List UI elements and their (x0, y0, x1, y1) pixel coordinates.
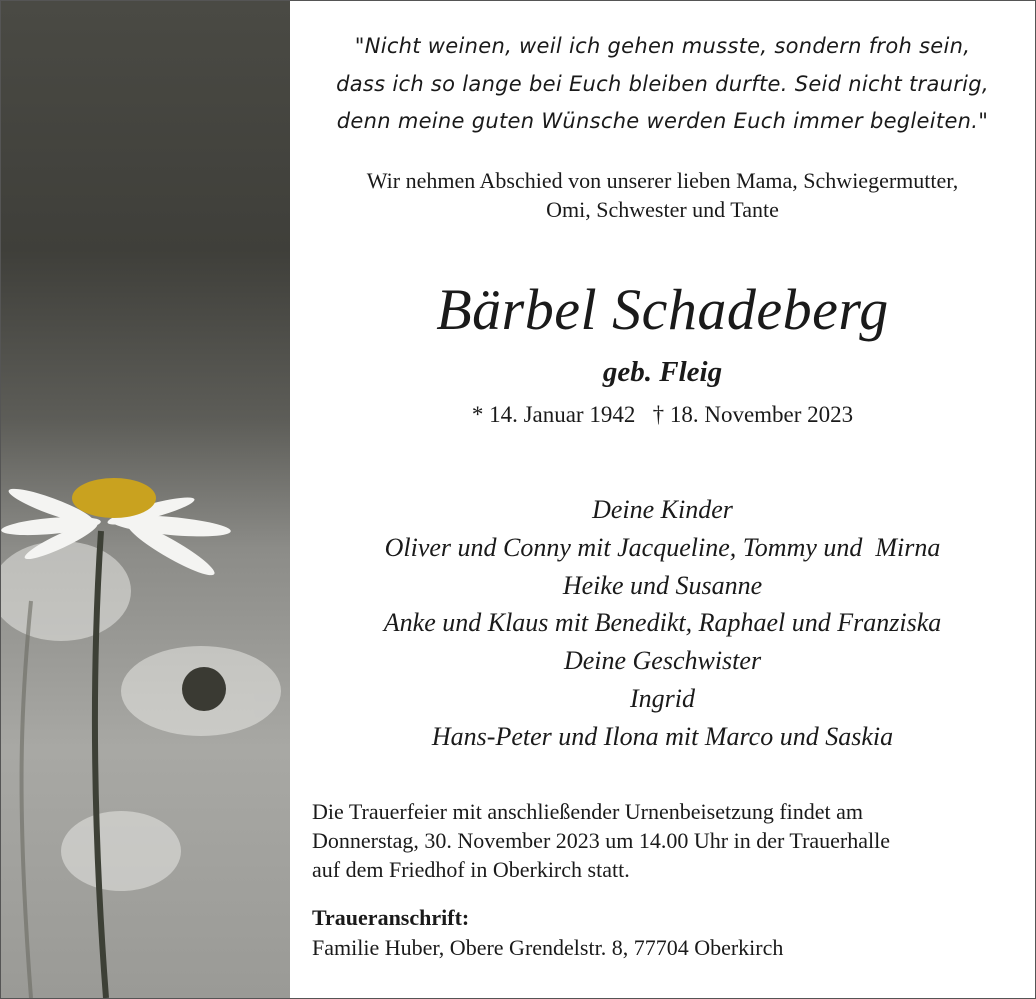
mourning-address (312, 903, 783, 963)
deceased-name: Bärbel Schadeberg (436, 277, 889, 342)
family-line: Deine Kinder (592, 495, 733, 524)
intro-text (290, 166, 1035, 224)
quote (290, 28, 1035, 141)
life-dates: * 14. Januar 1942 † 18. November 2023 (471, 402, 854, 427)
quote-line: dass ich so lange bei Euch bleiben durfte. Seid nicht traurig, (336, 71, 989, 96)
family-line: Oliver und Conny mit Jacqueline, Tommy und Mirna (384, 532, 941, 562)
daisy-flower-photo (1, 1, 290, 998)
address-value: Familie Huber, Obere Grendelstr. 8, 77704 Oberkirch (312, 935, 784, 960)
obituary-content (290, 0, 1035, 999)
ceremony-line: auf dem Friedhof in Oberkirch statt. (312, 857, 630, 882)
family-line: Heike und Susanne (562, 570, 763, 600)
ceremony-info (312, 797, 1012, 884)
ceremony-line: Donnerstag, 30. November 2023 um 14.00 Uhr in der Trauerhalle (312, 828, 891, 853)
ceremony-line: Die Trauerfeier mit anschließender Urnenbeisetzung findet am (312, 799, 864, 824)
intro-line: Wir nehmen Abschied von unserer lieben Mama, Schwiegermutter, (366, 168, 959, 193)
address-label: Traueranschrift: (312, 905, 470, 930)
quote-line: "Nicht weinen, weil ich gehen musste, sondern froh sein, (354, 34, 971, 58)
quote-line: denn meine guten Wünsche werden Euch immer begleiten." (336, 109, 989, 133)
family-line: Ingrid (630, 683, 695, 713)
intro-line: Omi, Schwester und Tante (546, 197, 779, 222)
family-list (290, 491, 1035, 756)
maiden-name: geb. Fleig (602, 356, 723, 388)
family-line: Anke und Klaus mit Benedikt, Raphael und Franziska (383, 608, 942, 638)
family-line: Hans-Peter und Ilona mit Marco und Saskia (431, 721, 894, 751)
family-line: Deine Geschwister (563, 646, 762, 676)
